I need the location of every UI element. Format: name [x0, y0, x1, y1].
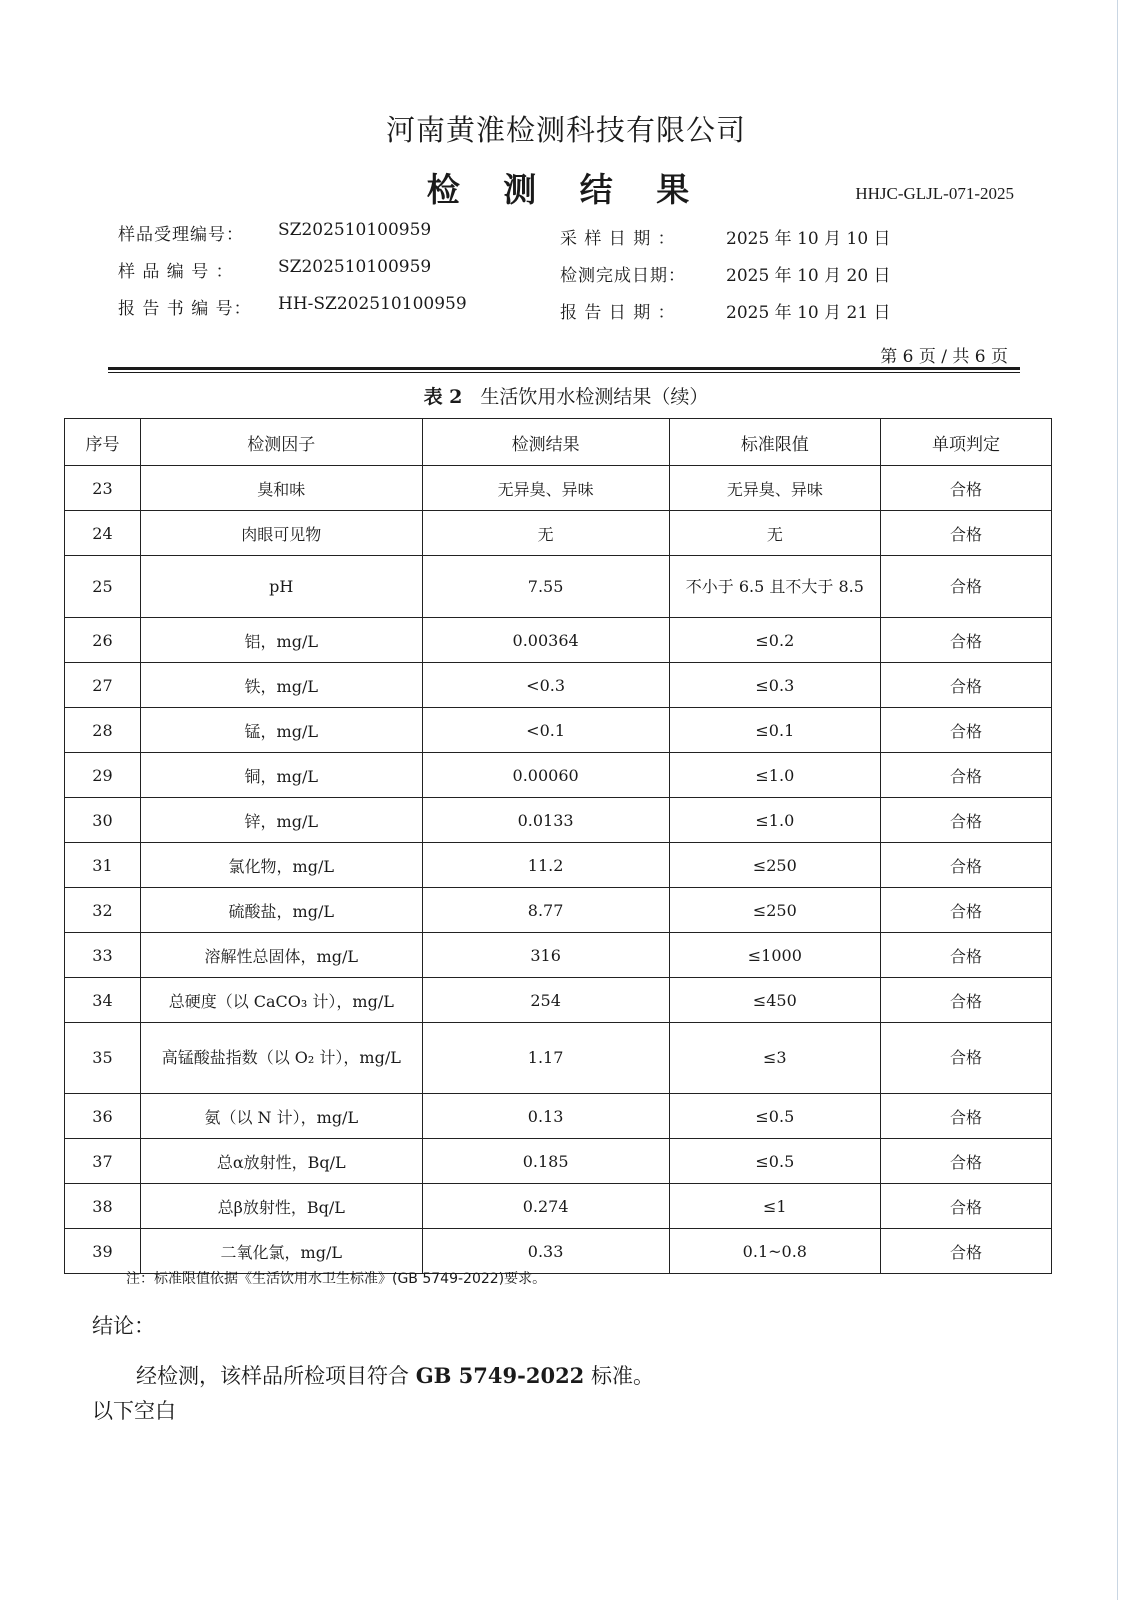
result-cell: 0.00364	[422, 618, 669, 663]
table-row	[65, 708, 1052, 753]
judgement-cell: 合格	[881, 466, 1052, 511]
seq-cell: 25	[65, 556, 141, 618]
seq-cell: 27	[65, 663, 141, 708]
report-date-value: 2025 年 10 月 21 日	[726, 303, 891, 323]
document-title: 检 测 结 果	[426, 170, 706, 209]
limit-cell: ≤0.5	[669, 1139, 880, 1184]
sample-no-label: 样 品 编 号 ：	[118, 262, 234, 282]
limit-cell: 0.1~0.8	[669, 1229, 880, 1274]
table-caption	[0, 382, 1132, 409]
scan-edge-line	[1117, 0, 1118, 1600]
table-row	[65, 1139, 1052, 1184]
limit-cell: ≤0.5	[669, 1094, 880, 1139]
header-divider	[108, 367, 1020, 370]
judgement-cell: 合格	[881, 1139, 1052, 1184]
item-cell: 高锰酸盐指数（以 O₂ 计），mg/L	[140, 1023, 422, 1094]
limit-cell: 无	[669, 511, 880, 556]
seq-cell: 39	[65, 1229, 141, 1274]
limit-cell: ≤1.0	[669, 798, 880, 843]
completion-date-value: 2025 年 10 月 20 日	[726, 266, 891, 286]
judgement-cell: 合格	[881, 663, 1052, 708]
sampling-date-label: 采 样 日 期 ：	[560, 229, 676, 249]
judgement-cell: 合格	[881, 708, 1052, 753]
item-cell: 氨（以 N 计），mg/L	[140, 1094, 422, 1139]
seq-cell: 32	[65, 888, 141, 933]
table-row	[65, 753, 1052, 798]
table-row	[65, 1229, 1052, 1274]
result-cell: 1.17	[422, 1023, 669, 1094]
judgement-cell: 合格	[881, 511, 1052, 556]
result-cell: <0.1	[422, 708, 669, 753]
report-no-label: 报 告 书 编 号：	[118, 299, 252, 319]
table-row	[65, 663, 1052, 708]
item-cell: 总硬度（以 CaCO₃ 计），mg/L	[140, 978, 422, 1023]
table-header-row	[65, 419, 1052, 466]
limit-cell: 不小于 6.5 且不大于 8.5	[669, 556, 880, 618]
sample-no-value: SZ202510100959	[278, 257, 432, 277]
item-cell: 二氧化氯，mg/L	[140, 1229, 422, 1274]
judgement-cell: 合格	[881, 933, 1052, 978]
result-cell: 无异臭、异味	[422, 466, 669, 511]
table-row	[65, 843, 1052, 888]
limit-cell: 无异臭、异味	[669, 466, 880, 511]
seq-cell: 24	[65, 511, 141, 556]
conclusion-label: 结论：	[92, 1314, 155, 1338]
conclusion-suffix: 标准。	[590, 1364, 654, 1388]
result-cell: 7.55	[422, 556, 669, 618]
table-row	[65, 618, 1052, 663]
result-cell: 0.185	[422, 1139, 669, 1184]
judgement-cell: 合格	[881, 888, 1052, 933]
result-cell: 254	[422, 978, 669, 1023]
header-limit: 标准限值	[669, 419, 880, 466]
judgement-cell: 合格	[881, 843, 1052, 888]
header-judgement: 单项判定	[881, 419, 1052, 466]
result-cell: 316	[422, 933, 669, 978]
limit-cell: ≤250	[669, 843, 880, 888]
item-cell: 铁，mg/L	[140, 663, 422, 708]
blank-below-note: 以下空白	[92, 1399, 176, 1423]
limit-cell: ≤1000	[669, 933, 880, 978]
seq-cell: 28	[65, 708, 141, 753]
page-number: 第 6 页 / 共 6 页	[880, 347, 1008, 367]
table-row	[65, 1094, 1052, 1139]
limit-cell: ≤0.1	[669, 708, 880, 753]
item-cell: 总β放射性，Bq/L	[140, 1184, 422, 1229]
table-row	[65, 978, 1052, 1023]
item-cell: 总α放射性，Bq/L	[140, 1139, 422, 1184]
sample-accept-no-value: SZ202510100959	[278, 220, 432, 240]
conclusion-text	[136, 1360, 654, 1390]
judgement-cell: 合格	[881, 1229, 1052, 1274]
judgement-cell: 合格	[881, 798, 1052, 843]
item-cell: 锌，mg/L	[140, 798, 422, 843]
result-cell: 11.2	[422, 843, 669, 888]
result-cell: 0.13	[422, 1094, 669, 1139]
table-row	[65, 798, 1052, 843]
header-divider-thin	[108, 372, 1020, 373]
result-cell: 8.77	[422, 888, 669, 933]
judgement-cell: 合格	[881, 1023, 1052, 1094]
seq-cell: 36	[65, 1094, 141, 1139]
item-cell: 溶解性总固体，mg/L	[140, 933, 422, 978]
table-row	[65, 511, 1052, 556]
table-number: 表 2	[423, 386, 463, 408]
item-cell: 硫酸盐，mg/L	[140, 888, 422, 933]
item-cell: 锰，mg/L	[140, 708, 422, 753]
seq-cell: 23	[65, 466, 141, 511]
judgement-cell: 合格	[881, 1094, 1052, 1139]
result-cell: 0.33	[422, 1229, 669, 1274]
judgement-cell: 合格	[881, 978, 1052, 1023]
item-cell: pH	[140, 556, 422, 618]
item-cell: 臭和味	[140, 466, 422, 511]
limit-cell: ≤1	[669, 1184, 880, 1229]
header-result: 检测结果	[422, 419, 669, 466]
table-note: 注：标准限值依据《生活饮用水卫生标准》(GB 5749-2022)要求。	[126, 1271, 547, 1287]
seq-cell: 30	[65, 798, 141, 843]
conclusion-standard: GB 5749-2022	[415, 1363, 585, 1388]
limit-cell: ≤0.3	[669, 663, 880, 708]
limit-cell: ≤1.0	[669, 753, 880, 798]
seq-cell: 38	[65, 1184, 141, 1229]
limit-cell: ≤250	[669, 888, 880, 933]
report-no-value: HH-SZ202510100959	[278, 294, 467, 314]
table-row	[65, 1184, 1052, 1229]
result-cell: 0.00060	[422, 753, 669, 798]
item-cell: 铝，mg/L	[140, 618, 422, 663]
seq-cell: 35	[65, 1023, 141, 1094]
item-cell: 肉眼可见物	[140, 511, 422, 556]
seq-cell: 37	[65, 1139, 141, 1184]
sample-accept-no-label: 样品受理编号：	[118, 225, 244, 245]
judgement-cell: 合格	[881, 556, 1052, 618]
result-cell: 0.274	[422, 1184, 669, 1229]
table-title: 生活饮用水检测结果（续）	[480, 386, 709, 408]
report-date-label: 报 告 日 期 ：	[560, 303, 676, 323]
results-table	[64, 418, 1052, 1274]
table-row	[65, 466, 1052, 511]
seq-cell: 33	[65, 933, 141, 978]
item-cell: 氯化物，mg/L	[140, 843, 422, 888]
limit-cell: ≤3	[669, 1023, 880, 1094]
judgement-cell: 合格	[881, 753, 1052, 798]
table-row	[65, 556, 1052, 618]
item-cell: 铜，mg/L	[140, 753, 422, 798]
table-row	[65, 933, 1052, 978]
result-cell: 无	[422, 511, 669, 556]
result-cell: 0.0133	[422, 798, 669, 843]
seq-cell: 29	[65, 753, 141, 798]
completion-date-label: 检测完成日期：	[560, 266, 686, 286]
judgement-cell: 合格	[881, 1184, 1052, 1229]
seq-cell: 31	[65, 843, 141, 888]
company-name: 河南黄淮检测科技有限公司	[385, 113, 746, 147]
limit-cell: ≤450	[669, 978, 880, 1023]
table-row	[65, 1023, 1052, 1094]
header-seq: 序号	[65, 419, 141, 466]
header-item: 检测因子	[140, 419, 422, 466]
judgement-cell: 合格	[881, 618, 1052, 663]
seq-cell: 34	[65, 978, 141, 1023]
document-code: HHJC-GLJL-071-2025	[855, 184, 1014, 203]
sampling-date-value: 2025 年 10 月 10 日	[726, 229, 891, 249]
result-cell: <0.3	[422, 663, 669, 708]
limit-cell: ≤0.2	[669, 618, 880, 663]
conclusion-prefix: 经检测，该样品所检项目符合	[136, 1364, 409, 1388]
seq-cell: 26	[65, 618, 141, 663]
table-row	[65, 888, 1052, 933]
